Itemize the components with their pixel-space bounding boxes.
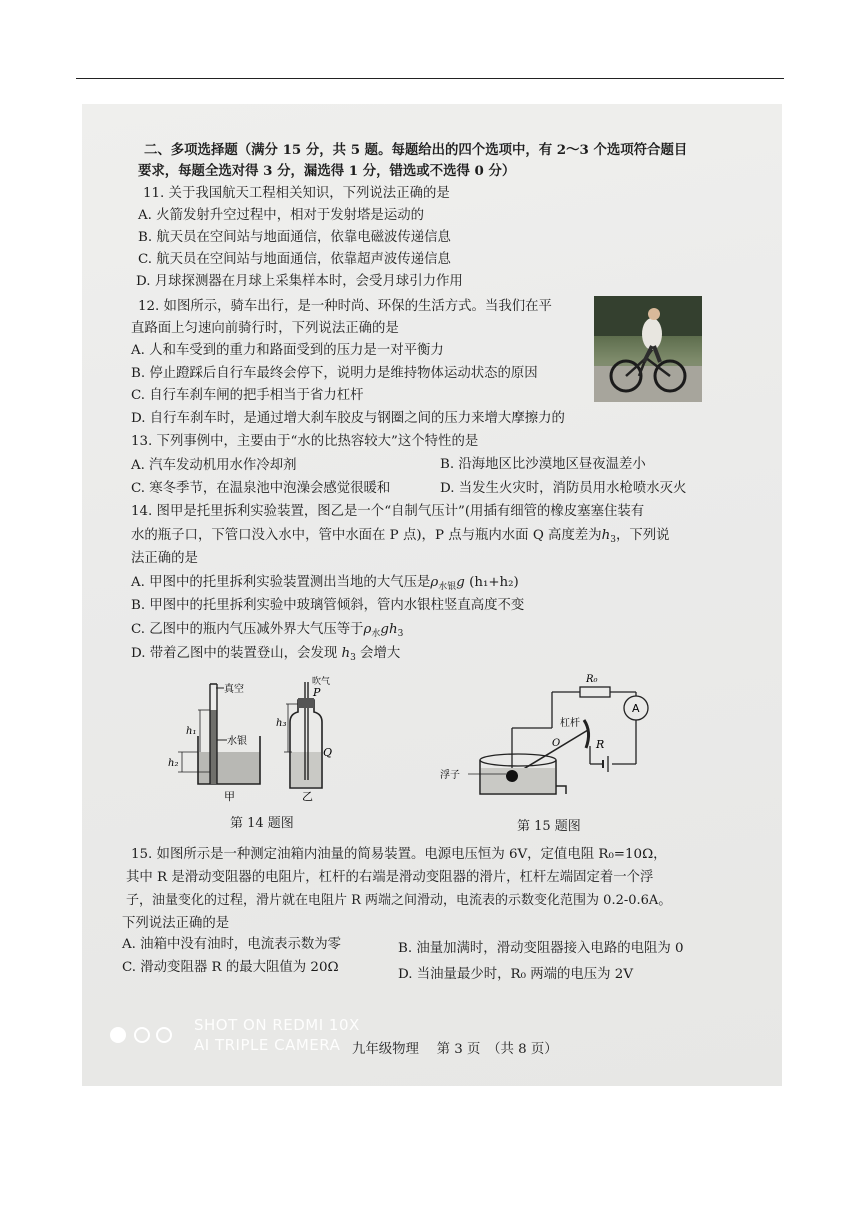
watermark-lens-icon xyxy=(134,1027,150,1043)
q13-option-b: B. 沿海地区比沙漠地区昼夜温差小 xyxy=(440,457,646,472)
label-float: 浮子 xyxy=(440,770,460,781)
q12-option-d: D. 自行车刹车时，是通过增大刹车胶皮与钢圈之间的压力来增大摩擦力的 xyxy=(131,411,565,426)
q15-option-b: B. 油量加满时，滑动变阻器接入电路的电阻为 0 xyxy=(398,941,684,956)
q15-stem-cont1: 其中 R 是滑动变阻器的电阻片，杠杆的右端是滑动变阻器的滑片，杠杆左端固定着一个浮 xyxy=(126,870,654,885)
label-o: O xyxy=(552,738,561,749)
torricelli-diagram xyxy=(160,676,270,803)
q15-option-a: A. 油箱中没有油时，电流表示数为零 xyxy=(122,937,342,952)
header-rule xyxy=(76,78,784,79)
q12-option-b: B. 停止蹬踩后自行车最终会停下，说明力是维持物体运动状态的原因 xyxy=(131,366,538,381)
page-footer: 九年级物理 第 3 页 （共 8 页） xyxy=(352,1042,558,1057)
q14-stem-cont: 水的瓶子口，下管口没入水中，管中水面在 P 点)，P 点与瓶内水面 Q 高度差为$h_3$，下列说 xyxy=(131,528,670,545)
section-title-cont: 要求，每题全选对得 3 分，漏选得 1 分，错选或不选得 0 分） xyxy=(138,163,516,179)
q12-stem-cont: 直路面上匀速向前骑行时，下列说法正确的是 xyxy=(131,321,399,336)
homemade-barometer-diagram xyxy=(272,676,342,803)
cyclist-photo xyxy=(594,296,702,402)
label-h3: h₃ xyxy=(276,718,287,729)
q14-option-b: B. 甲图中的托里拆利实验中玻璃管倾斜，管内水银柱竖直高度不变 xyxy=(131,598,525,613)
q15-stem: 15. 如图所示是一种测定油箱内油量的简易装置。电源电压恒为 6V，定值电阻 R₀=10Ω， xyxy=(131,847,667,862)
q12-option-c: C. 自行车刹车闸的把手相当于省力杠杆 xyxy=(131,388,364,403)
q11-option-c: C. 航天员在空间站与地面通信，依靠超声波传递信息 xyxy=(138,252,451,267)
q11-stem: 11. 关于我国航天工程相关知识，下列说法正确的是 xyxy=(143,186,450,201)
q11-option-d: D. 月球探测器在月球上采集样本时，会受月球引力作用 xyxy=(136,274,463,289)
q13-option-d: D. 当发生火灾时，消防员用水枪喷水灭火 xyxy=(440,481,687,496)
q13-stem: 13. 下列事例中，主要由于“水的比热容较大”这个特性的是 xyxy=(131,434,479,449)
label-q: Q xyxy=(323,746,333,759)
q11-option-b: B. 航天员在空间站与地面通信，依靠电磁波传递信息 xyxy=(138,230,451,245)
label-h1: h₁ xyxy=(186,726,197,737)
label-r0: R₀ xyxy=(586,674,598,685)
q15-option-d: D. 当油量最少时，R₀ 两端的电压为 2V xyxy=(398,967,634,982)
label-r: R xyxy=(596,738,605,751)
oil-gauge-circuit xyxy=(440,668,670,808)
q14-option-a: A. 甲图中的托里拆利实验装置测出当地的大气压是$\rho_{水银}g$ (h₁+h₂) xyxy=(131,575,519,592)
watermark-line2: AI TRIPLE CAMERA xyxy=(194,1036,341,1054)
watermark-line1: SHOT ON REDMI 10X xyxy=(194,1016,360,1034)
q14-option-c: C. 乙图中的瓶内气压减外界大气压等于$\rho_水gh_3$ xyxy=(131,622,404,639)
q14-stem-end: 法正确的是 xyxy=(131,551,198,566)
q12-option-a: A. 人和车受到的重力和路面受到的压力是一对平衡力 xyxy=(131,343,444,358)
q15-stem-cont2: 子，油量变化的过程，滑片就在电阻片 R 两端之间滑动，电流表的示数变化范围为 0.2-0.6A。 xyxy=(126,893,672,908)
q15-stem-end: 下列说法正确的是 xyxy=(122,916,230,931)
label-jia: 甲 xyxy=(224,790,235,803)
section-title: 二、多项选择题（满分 15 分，共 5 题。每题给出的四个选项中，有 2～3 个选项符合题目 xyxy=(144,142,688,158)
q15-option-c: C. 滑动变阻器 R 的最大阻值为 20Ω xyxy=(122,960,339,975)
label-mercury: 水银 xyxy=(227,736,247,747)
label-blow: 吹气 xyxy=(312,677,331,687)
q12-stem: 12. 如图所示，骑车出行，是一种时尚、环保的生活方式。当我们在平 xyxy=(138,299,552,314)
figure14-caption: 第 14 题图 xyxy=(230,816,294,831)
q11-option-a: A. 火箭发射升空过程中，相对于发射塔是运动的 xyxy=(138,208,424,223)
label-p: P xyxy=(313,686,321,699)
q13-option-c: C. 寒冬季节，在温泉池中泡澡会感觉很暖和 xyxy=(131,481,391,496)
watermark-lens-icon xyxy=(156,1027,172,1043)
q14-option-d: D. 带着乙图中的装置登山，会发现 $h_3$ 会增大 xyxy=(131,646,401,663)
q13-option-a: A. 汽车发动机用水作冷却剂 xyxy=(131,458,297,473)
label-ammeter: A xyxy=(632,702,640,715)
watermark-lens-icon xyxy=(110,1027,126,1043)
figure15-caption: 第 15 题图 xyxy=(517,819,581,834)
label-h2: h₂ xyxy=(168,758,179,769)
label-yi: 乙 xyxy=(302,790,313,803)
label-vacuum: 真空 xyxy=(224,684,244,695)
label-lever: 杠杆 xyxy=(560,718,580,729)
q14-stem: 14. 图甲是托里拆利实验装置，图乙是一个“自制气压计”(用插有细管的橡皮塞塞住装有 xyxy=(131,504,645,519)
